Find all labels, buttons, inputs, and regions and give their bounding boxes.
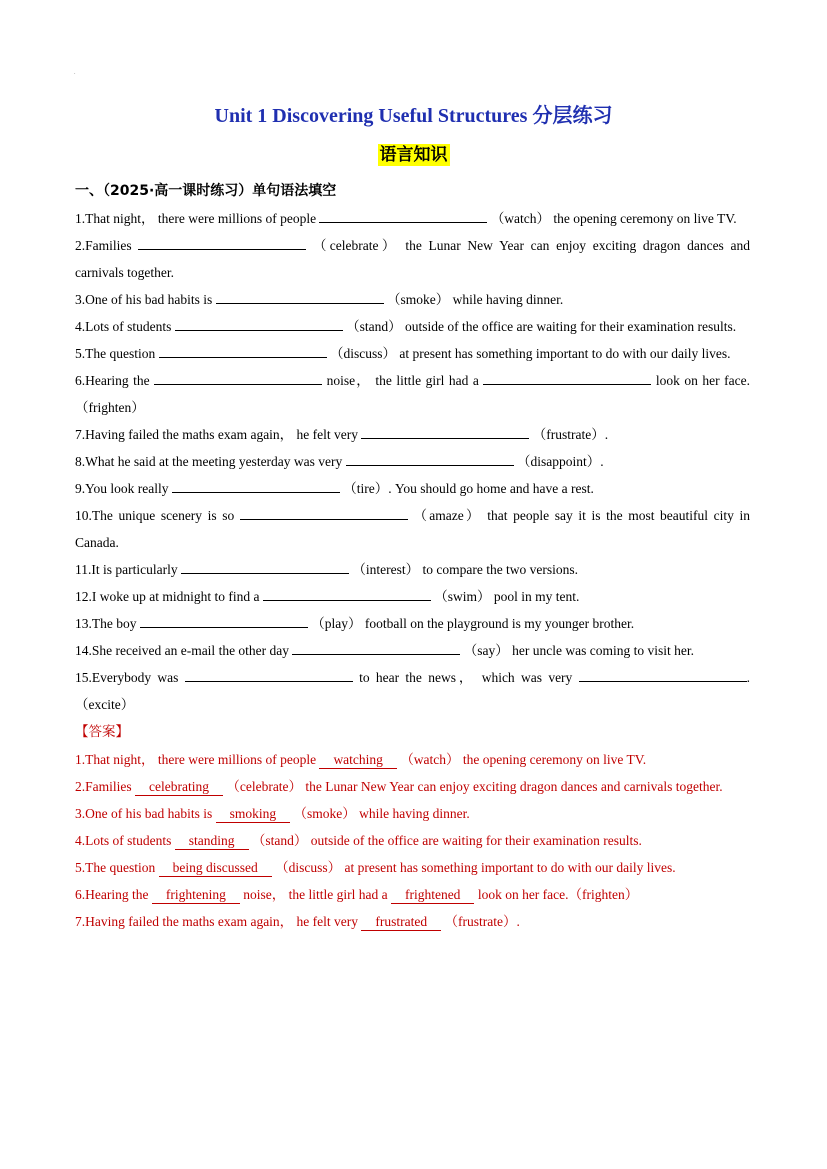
question-item — [75, 367, 750, 421]
answer-text: 4.Lots of students — [75, 833, 175, 848]
answer-fill: frightening — [152, 887, 240, 904]
question-item — [75, 610, 750, 637]
answer-blank[interactable] — [175, 315, 343, 331]
answer-blank[interactable] — [140, 612, 308, 628]
answer-fill: watching — [319, 752, 397, 769]
question-text: 1.That night， there were millions of people — [75, 211, 320, 226]
question-item — [75, 664, 750, 718]
question-text: （disappoint）. — [513, 454, 604, 469]
answer-text: （smoke） while having dinner. — [290, 806, 470, 821]
question-item — [75, 286, 750, 313]
question-text: 2.Families — [75, 238, 139, 253]
answer-text: （watch） the opening ceremony on live TV. — [396, 752, 647, 767]
question-list — [75, 205, 750, 718]
answer-text: 1.That night， there were millions of people — [75, 752, 320, 767]
answer-fill: smoking — [216, 806, 291, 823]
answer-item — [75, 881, 750, 908]
answer-text: （discuss） at present has something important to do with our daily lives. — [271, 860, 676, 875]
question-item — [75, 637, 750, 664]
page-dot: . — [74, 70, 76, 76]
answer-text: （stand） outside of the office are waiting for their examination results. — [248, 833, 642, 848]
answer-fill: frightened — [391, 887, 474, 904]
question-text: （smoke） while having dinner. — [383, 292, 564, 307]
answer-text: 2.Families — [75, 779, 135, 794]
question-text: 15.Everybody was — [75, 670, 185, 685]
answer-item — [75, 800, 750, 827]
answer-item — [75, 827, 750, 854]
answer-heading: 【答案】 — [75, 724, 129, 740]
answer-item — [75, 854, 750, 881]
question-text: 3.One of his bad habits is — [75, 292, 216, 307]
answer-blank[interactable] — [138, 234, 306, 250]
question-text: （swim） pool in my tent. — [430, 589, 580, 604]
question-item — [75, 421, 750, 448]
answer-blank[interactable] — [185, 666, 353, 682]
question-text: 11.It is particularly — [75, 562, 181, 577]
answer-item — [75, 773, 750, 800]
question-text: （watch） the opening ceremony on live TV. — [487, 211, 737, 226]
answer-blank[interactable] — [483, 369, 651, 385]
answer-text: look on her face.（frighten） — [474, 887, 639, 902]
answer-item — [75, 908, 750, 935]
question-text: 13.The boy — [75, 616, 140, 631]
question-text: 14.She received an e-mail the other day — [75, 643, 293, 658]
question-item — [75, 583, 750, 610]
question-text: （tire）. You should go home and have a rest. — [339, 481, 594, 496]
answer-blank[interactable] — [216, 288, 384, 304]
question-item — [75, 340, 750, 367]
question-text: 5.The question — [75, 346, 159, 361]
answer-blank[interactable] — [263, 585, 431, 601]
question-text: 4.Lots of students — [75, 319, 175, 334]
question-text: （discuss） at present has something important to do with our daily lives. — [326, 346, 731, 361]
question-text: .（excite） — [75, 670, 750, 712]
question-text: 6.Hearing the — [75, 373, 155, 388]
answer-blank[interactable] — [319, 207, 487, 223]
answer-blank[interactable] — [292, 639, 460, 655]
question-item — [75, 502, 750, 556]
answer-blank[interactable] — [240, 504, 408, 520]
question-text: 8.What he said at the meeting yesterday was very — [75, 454, 346, 469]
question-text: to hear the news， which was very — [352, 670, 579, 685]
question-item — [75, 475, 750, 502]
answer-fill: frustrated — [361, 914, 441, 931]
banner-wrap — [0, 144, 827, 166]
answer-blank[interactable] — [154, 369, 322, 385]
answer-list — [75, 746, 750, 935]
answer-blank[interactable] — [579, 666, 747, 682]
question-item — [75, 313, 750, 340]
question-text: （celebrate） the Lunar New Year can enjoy exciting dragon dances and carnivals together. — [75, 238, 750, 280]
answer-item — [75, 746, 750, 773]
question-item — [75, 232, 750, 286]
answer-blank[interactable] — [361, 423, 529, 439]
answer-text: （celebrate） the Lunar New Year can enjoy exciting dragon dances and carnivals together. — [222, 779, 723, 794]
answer-blank[interactable] — [159, 342, 327, 358]
question-item — [75, 205, 750, 232]
answer-fill: standing — [175, 833, 249, 850]
answer-text: 3.One of his bad habits is — [75, 806, 216, 821]
question-text: （play） football on the playground is my younger brother. — [307, 616, 635, 631]
section-banner: 语言知识 — [379, 145, 448, 165]
question-item — [75, 556, 750, 583]
answer-text: （frustrate）. — [441, 914, 520, 929]
question-text: 9.You look really — [75, 481, 172, 496]
answer-text: 5.The question — [75, 860, 159, 875]
answer-text: 6.Hearing the — [75, 887, 152, 902]
answer-fill: being discussed — [159, 860, 272, 877]
section-heading: 一、（2025·高一课时练习）单句语法填空 — [75, 183, 337, 199]
answer-blank[interactable] — [181, 558, 349, 574]
question-text: 12.I woke up at midnight to find a — [75, 589, 263, 604]
answer-fill: celebrating — [135, 779, 223, 796]
answer-blank[interactable] — [172, 477, 340, 493]
answer-text: noise， the little girl had a — [239, 887, 391, 902]
question-item — [75, 448, 750, 475]
page-title: Unit 1 Discovering Useful Structures 分层练习 — [214, 105, 613, 127]
question-text: look on her face.（frighten） — [75, 373, 750, 415]
question-text: 7.Having failed the maths exam again， he felt very — [75, 427, 362, 442]
question-text: 10.The unique scenery is so — [75, 508, 240, 523]
answer-blank[interactable] — [346, 450, 514, 466]
question-text: （amaze） that people say it is the most beautiful city in Canada. — [75, 508, 751, 550]
question-text: （say） her uncle was coming to visit her. — [460, 643, 695, 658]
question-text: （frustrate）. — [529, 427, 609, 442]
content — [75, 205, 750, 935]
answer-text: 7.Having failed the maths exam again， he felt very — [75, 914, 362, 929]
question-text: （interest） to compare the two versions. — [348, 562, 579, 577]
question-text: （stand） outside of the office are waiting for their examination results. — [342, 319, 737, 334]
question-text: noise， the little girl had a — [322, 373, 484, 388]
